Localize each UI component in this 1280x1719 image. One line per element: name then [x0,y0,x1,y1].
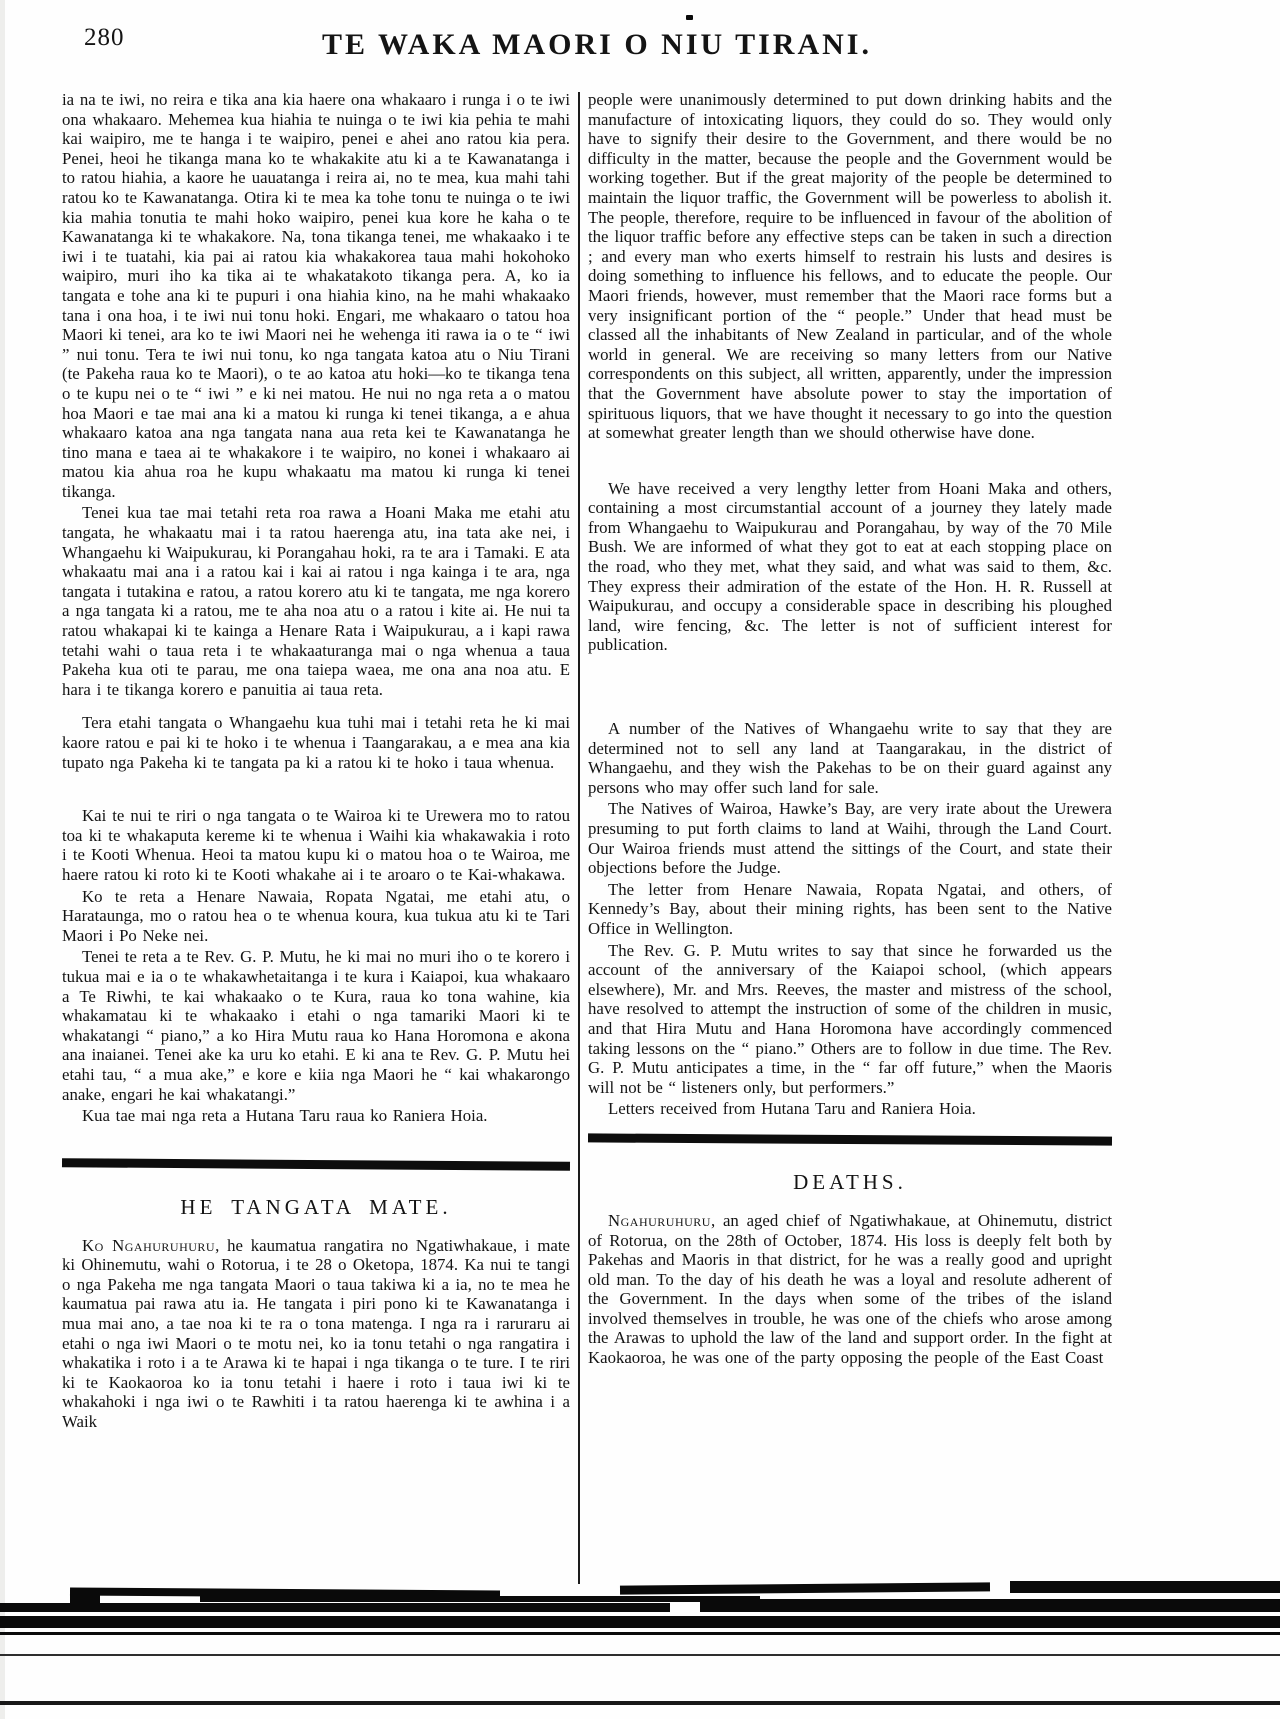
obituary-text-maori: , he kaumatua rangatira no Ngatiwhakaue, i mate ki Ohinemutu, wahi o Rotorua, i te 28 o Oketopa, 1874. Ka nui te tangi o nga Pakeha me nga tangata Maori o taua takiwa ki a ia, no te mea he kaumatua pai rawa atu ia. He tangata i piri pono ki te Kawanatanga i mua mai ano, a tae noa ki te ra o tona matenga. I nga ra i raruraru ai etahi o nga iwi Maori o te motu nei, ko ia tonu tetahi o nga rangatira i whakatika i roto i a te Arawa ki te hapai i nga tikanga o te ture. I te riri ki te Kaokaoroa ko ia tonu tetahi i haere i roto i taua iwi ki te whakahoki i nga iwi o te Rawhiti i ta ratou haerenga ki te awhina i a Waik [62,1235,570,1432]
paragraph-english-2: We have received a very lengthy letter from Hoani Maka and others, containing a most circumstantial account of a journey they lately made from Whangaehu to Waipukurau and Porangahau, by way of the 70 Mile Bush. We are informed of what they got to eat at each stopping place on the road, who they met, what they said, and what was said to them, &c. They express their admiration of the estate of the Hon. H. R. Russell at Waipukurau, and occupy a considerable space in describing his ploughed land, wire fencing, &c. The letter is not of sufficient interest for publication. [588,478,1112,655]
paragraph-maori-4: Kai te nui te riri o nga tangata o te Wairoa ki te Urewera mo to ratou toa ki te whakaputa kereme ki te whenua i Waihi kia whakawakia i roto i te Kooti Whenua. Heoi ta matou kupu ki o matou hoa o te Wairoa, me haere ratou ki roto ki te Kooti whakahe ai i te aroaro o te Kai-whakawa. [62,806,570,884]
section-divider-rule-right [588,1133,1112,1145]
scan-artifact-band-3 [620,1582,990,1594]
paragraph-english-4: The Natives of Wairoa, Hawke’s Bay, are very irate about the Urewera presuming to put forth claims to land at Waihi, through the Land Court. Our Wairoa friends must attend the sittings of the Court, and state their objections before the Judge. [588,799,1112,878]
section-divider-rule-left [62,1158,570,1171]
scan-rule-line [0,1654,1280,1656]
paragraph-maori-6: Tenei te reta a te Rev. G. P. Mutu, he ki mai no muri iho o te korero i tukua mai e ia o te whakawhetaitanga i te kura i Kaiapoi, kua whakaaro a Te Riwhi, te kai whakaako o te Kura, raua ko tona wahine, kia whakamatau ki te whakaako i etahi o nga tamariki Maori ki te whakatangi “ piano,” a ko Hira Mutu raua ko Hana Horomona e akona ana inaianei. Tenei ake ka uru ko etahi. E ki ana te Rev. G. P. Mutu hei etahi tau, “ a mua ake,” e kore e kiia nga Maori he “ kai whakarongo anake, engari he kai whakatangi.” [62,947,570,1104]
page-edge-shade [0,0,5,1719]
scan-artifact-band-4 [1010,1581,1280,1593]
bottom-edge-line [0,1701,1280,1705]
scan-artifact-band-8 [0,1632,1280,1635]
left-column [62,90,570,1432]
scan-speck [686,15,693,20]
paragraph-english-3: A number of the Natives of Whangaehu write to say that they are determined not to sell any land at Taangarakau, in the district of Whangaehu, and they wish the Pakehas to be on their guard against any persons who may offer such land for sale. [588,719,1112,797]
obituary-paragraph-maori [62,1236,570,1432]
paragraph-maori-7: Kua tae mai nga reta a Hutana Taru raua ko Raniera Hoia. [82,1106,488,1126]
newspaper-title: TE WAKA MAORI O NIU TIRANI. [322,28,872,61]
right-column [588,90,1112,1368]
paragraph-maori-2: Tenei kua tae mai tetahi reta roa rawa a Hoani Maka me etahi atu tangata, he whakaatu mai i ta ratou haerenga atu, ina tata ake nei, i Whangaehu ki Waipukurau, ki Porangahau hoki, ra te ara i Tamaki. E ata whakaatu mai ana i a ratou kai i kai ai ratou i nga kainga i te ara, nga tangata i tutakina e ratou, a ratou korero atu ki te tangata, me nga korero a nga tangata ki a ratou, me te aha noa atu o a ratou i kite ai. He nui ta ratou whakapai ki te kainga a Henare Rata i Waipukurau, a i kapi rawa tetahi wahi o taua reta i te whakaaturanga mai o nga whenua a taua Pakeha kua oti te parau, me ona taiepa waea, me ona ana noa atu. E hara i te tikanga korero e panuitia ai taua reta. [62,503,570,699]
scan-artifact-band-6 [700,1599,1280,1612]
scan-artifact-band-2 [200,1596,760,1602]
obituary-name-maori: Ko Ngahuruhuru [82,1235,216,1255]
paragraph-english-5: The letter from Henare Nawaia, Ropata Ngatai, and others, of Kennedy’s Bay, about their mining rights, has been sent to the Native Office in Wellington. [588,879,1112,938]
obituary-text-english: , an aged chief of Ngatiwhakaue, at Ohinemutu, district of Rotorua, on the 28th of October, 1874. His loss is deeply felt both by Pakehas and Maoris in that district, for he was a really good and upright old man. To the day of his death he was a loyal and resolute adherent of the Government. In the days when some of the tribes of the island involved themselves in trouble, he was one of the chiefs who arose among the Arawas to uphold the law of the land and support order. In the fight at Kaokaoroa, he was one of the party opposing the people of the East Coast [588,1210,1112,1368]
paragraph-maori-3: Tera etahi tangata o Whangaehu kua tuhi mai i tetahi reta he ki mai kaore ratou e pai ki te hoko i te whenua i Taangarakau, a e mea ana kia tupato nga Pakeha ki te tangata pa ki a ratou ki te hoko i taua whenua. [62,713,570,772]
column-divider-rule [578,92,580,1584]
paragraph-maori-1: ia na te iwi, no reira e tika ana kia haere ona whakaaro i runga i o te iwi ona whakaaro. Mehemea kua hiahia te nuinga o te iwi kia pehia te mahi kai waipiro, me te hanga i te waipiro, penei e ahei ano ratou kia pera. Penei, heoi he tikanga mana ko te whakakite atu ki a te Kawanatanga i to ratou hiahia, a kaore he uauatanga i reira ai, no te mea, kua mahi tahi ratou ko te Kawanatanga. Otira ki te mea ka tohe tonu te nuinga o te iwi kia mahia tonutia te mahi hoko waipiro, penei kua kore he kaha o te Kawanatanga ki te whakakore. Na, tona tikanga tenei, me whakaako i te iwi i te tuatahi, kia pai ai ratou kia whakakorea taua mahi hokohoko waipiro, muri iho ka tika ai te whakatakoto tikanga pera. A, ko ia tangata e tohe ana ki te pupuri i ona hiahia kino, na he mahi whakaako tana i ona hoa, i te iwi nui tonu hoki. Engari, me whakaaro o tatou hoa Maori ki tenei, ara ko te iwi Maori nei he wehenga iti rawa ia o te “ iwi ” nui tonu. Tera te iwi nui tonu, ko nga tangata katoa atu o Niu Tirani (te Pakeha raua ko te Maori), o te ao katoa atu hoki—ko te tikanga tena o te kupu nei o te “ iwi ” e ki nei matou. He nui no nga reta a o matou hoa Maori e tae mai ana ki a matou ki runga ki tenei tikanga, a e ahua whakaaro katoa ana nga tangata nana aua reta kei te Kawanatanga he tino mana e taea ai te whakakore i te waipiro, no konei i whakaaro ai matou kia ahua roa he kupu whakaatu ma matou ki runga ki tenei tikanga. [62,90,570,501]
paragraph-maori-5: Ko te reta a Henare Nawaia, Ropata Ngatai, me etahi atu, o Harataunga, mo o ratou hea o te whenua koura, kua tukua atu ki te Tari Maori i Po Neke nei. [62,886,570,945]
scan-artifact-band-5 [0,1603,670,1612]
section-heading-he-tangata-mate: HE TANGATA MATE. [180,1194,452,1219]
section-heading-deaths: DEATHS. [793,1169,907,1194]
paragraph-english-7: Letters received from Hutana Taru and Raniera Hoia. [608,1099,976,1119]
scan-artifact-band-7 [0,1616,1280,1628]
paragraph-english-6: The Rev. G. P. Mutu writes to say that since he forwarded us the account of the anniversary of the Kaiapoi school, (which appears elsewhere), Mr. and Mrs. Reeves, the master and mistress of the school, have resolved to attempt the instruction of some of the children in music, and that Hira Mutu and Hana Horomona have accordingly commenced taking lessons on the “ piano.” Others are to follow in due time. The Rev. G. P. Mutu anticipates a time, in the “ far off future,” when the Maoris will not be “ listeners only, but performers.” [588,940,1112,1097]
page-number: 280 [84,24,125,51]
obituary-paragraph-english [588,1211,1112,1368]
paragraph-english-1: people were unanimously determined to put down drinking habits and the manufacture of intoxicating liquors, they could do so. They would only have to signify their desire to the Government, and there would be no difficulty in the matter, because the people and the Government would be working together. But if the great majority of the people be determined to maintain the liquor traffic, the Government will be powerless to abolish it. The people, therefore, require to be influenced in favour of the abolition of the liquor traffic before any effective steps can be taken in such a direction ; and every man who exerts himself to restrain his lusts and desires is doing something to influence his fellows, and to educate the people. Our Maori friends, however, must remember that the Maori race forms but a very insignificant portion of the “ people.” Under that head must be classed all the inhabitants of New Zealand in particular, and of the whole world in general. We are receiving so many letters from our Native correspondents on this subject, all written, apparently, under the impression that the Government have absolute power to stay the importation of spirituous liquors, that we have thought it necessary to go into the question at somewhat greater length than we should otherwise have done. [588,90,1112,443]
obituary-name-english: Ngahuruhuru [608,1210,711,1230]
